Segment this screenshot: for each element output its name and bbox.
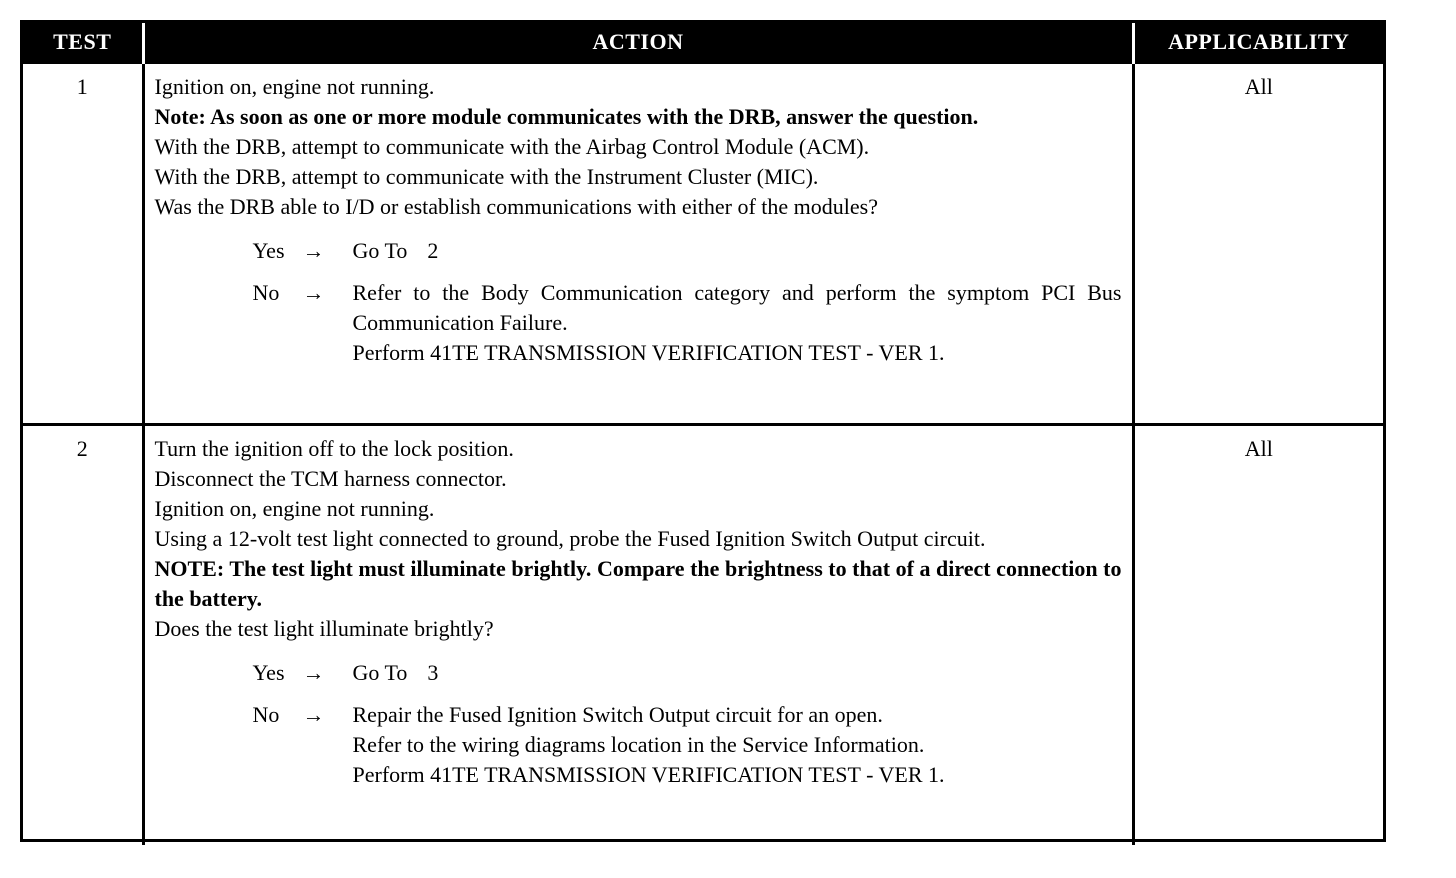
action-step: Ignition on, engine not running. [154,496,435,521]
header-action: ACTION [143,23,1133,63]
answer-block [155,658,1122,790]
goto-label: Go To [352,238,408,263]
answer-no [253,278,1122,368]
answer-no [253,700,1122,790]
answer-yes-label: Yes [252,660,285,685]
answer-yes-text [353,236,1122,266]
header-test: TEST [23,23,143,63]
answer-yes-label: Yes [252,238,285,263]
test-number: 2 [23,425,143,845]
goto-label: Go To [352,660,408,685]
goto-number: 3 [427,660,439,685]
answer-no-label: No [252,702,280,727]
answer-yes [253,658,1122,688]
action-step: With the DRB, attempt to communicate with the Airbag Control Module (ACM). [154,134,870,159]
diagnostic-table [23,23,1383,845]
table-row [23,425,1383,845]
answer-no-label: No [252,280,280,305]
test-number: 1 [23,63,143,425]
diagnostic-table-frame [20,20,1386,842]
table-row [23,63,1383,425]
applicability-cell: All [1133,425,1383,845]
applicability-cell: All [1133,63,1383,425]
action-step: Using a 12-volt test light connected to ground, probe the Fused Ignition Switch Output circuit. [154,526,986,551]
answer-block [155,236,1122,368]
action-note: NOTE: The test light must illuminate brightly. Compare the brightness to that of a direct connection to the battery. [154,556,1122,611]
action-step: With the DRB, attempt to communicate with the Instrument Cluster (MIC). [154,164,819,189]
right-arrow-icon: → [302,660,325,685]
answer-yes-text [353,658,1122,688]
action-note: Note: As soon as one or more module communicates with the DRB, answer the question. [154,104,979,129]
answer-no-line: Refer to the wiring diagrams location in the Service Information. [352,732,925,757]
answer-no-line: Perform 41TE TRANSMISSION VERIFICATION TEST - VER 1. [352,762,945,787]
goto-number: 2 [427,238,439,263]
table-header-row [23,23,1383,63]
action-question: Does the test light illuminate brightly? [154,616,494,641]
answer-no-text [353,278,1122,368]
right-arrow-icon: → [302,238,325,263]
action-question: Was the DRB able to I/D or establish communications with either of the modules? [154,194,878,219]
answer-no-line: Perform 41TE TRANSMISSION VERIFICATION TEST - VER 1. [352,340,945,365]
action-step: Turn the ignition off to the lock position. [154,436,514,461]
action-step: Ignition on, engine not running. [154,74,435,99]
answer-no-text [353,700,1122,790]
action-cell [143,425,1133,845]
action-step: Disconnect the TCM harness connector. [154,466,507,491]
header-applicability: APPLICABILITY [1133,23,1383,63]
answer-no-line: Refer to the Body Communication category and perform the symptom PCI Bus Communication Failure. [352,280,1122,335]
right-arrow-icon: → [302,280,325,305]
right-arrow-icon: → [302,702,325,727]
action-cell [143,63,1133,425]
answer-no-line: Repair the Fused Ignition Switch Output circuit for an open. [352,702,883,727]
answer-yes [253,236,1122,266]
